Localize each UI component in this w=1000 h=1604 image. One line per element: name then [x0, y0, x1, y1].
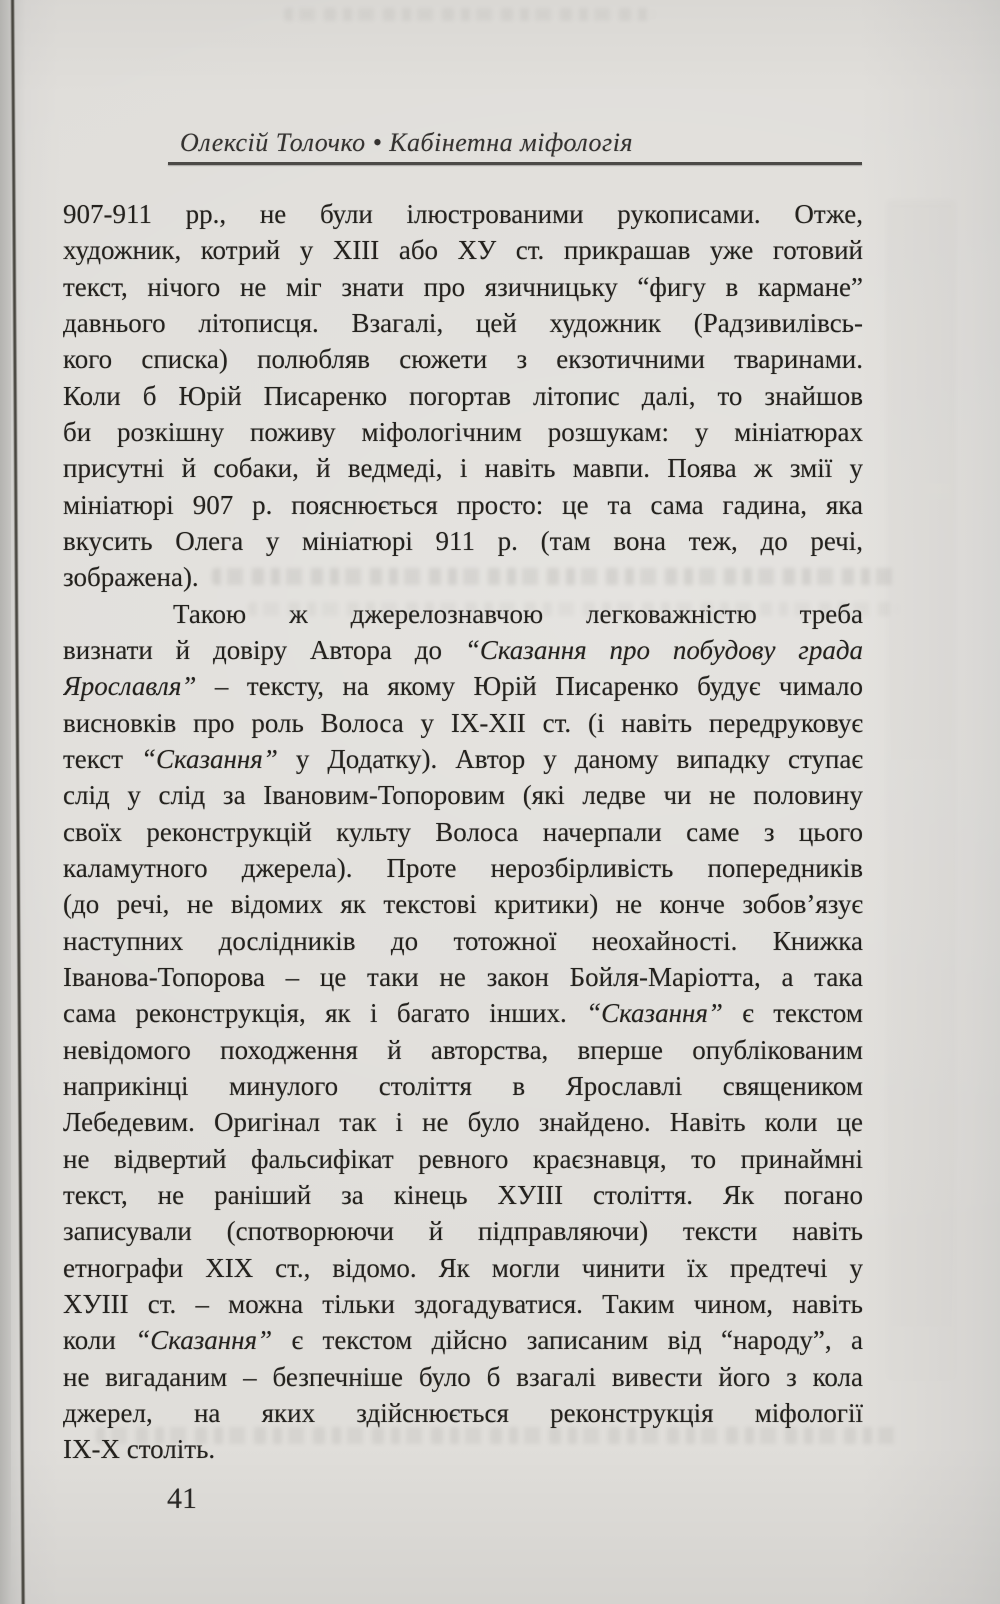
italic-text-segment: “Сказання”: [141, 743, 278, 774]
italic-text-segment: Ярославля”: [63, 671, 197, 702]
text-segment: Такою ж джерелознавчою легковажністю треба: [173, 598, 863, 629]
text-line: [63, 886, 863, 922]
text-segment: текст: [63, 743, 141, 774]
text-segment: визнати й довіру Автора до: [63, 634, 465, 665]
text-segment: у Додатку). Автор у даному випадку ступає: [277, 743, 863, 774]
page-left-edge-shadow: [0, 0, 11, 1604]
text-segment: каламутного джерела). Проте нерозбірливість попередників: [63, 852, 863, 883]
text-segment: є текстом дійсно записаним від “народу”, а: [272, 1325, 863, 1356]
text-line: [63, 668, 863, 704]
text-line: [63, 1395, 863, 1431]
page-number: 41: [167, 1482, 197, 1515]
text-line: [63, 196, 863, 232]
italic-text-segment: “Сказання про побудову града: [464, 634, 863, 665]
text-segment: наступних дослідників до тотожної неохайності. Книжка: [63, 925, 863, 956]
text-segment: є текстом: [722, 998, 863, 1029]
text-line: [63, 378, 863, 414]
text-line: [63, 995, 863, 1031]
text-segment: коли: [63, 1325, 136, 1356]
text-segment: сама реконструкція, як і багато інших.: [63, 998, 587, 1029]
text-segment: не відвертий фальсифікат ревного краєзнавця, то принаймні: [63, 1143, 863, 1174]
text-line: [63, 487, 863, 523]
text-segment: би розкішну поживу міфологічним розшукам: у мініатюрах: [63, 416, 863, 447]
text-segment: Лебедевим. Оригінал так і не було знайдено. Навіть коли це: [63, 1107, 863, 1138]
bleed-through-artifact: [284, 8, 654, 21]
text-segment: невідомого походження й авторства, вперше опублікованим: [63, 1034, 863, 1065]
text-line: [63, 559, 863, 595]
text-segment: висновків про роль Волоса у IX-XII ст. (і навіть передруковує: [63, 707, 863, 738]
running-header: [168, 128, 862, 165]
text-line: [63, 850, 863, 886]
text-line: [63, 1359, 863, 1395]
text-segment: мініатюрі 907 р. пояснюється просто: це та сама гадина, яка: [63, 489, 863, 520]
text-line: [63, 959, 863, 995]
text-line: [63, 523, 863, 559]
text-line: [63, 1104, 863, 1140]
italic-text-segment: “Сказання”: [135, 1325, 273, 1356]
text-segment: джерел, на яких здійснюється реконструкція міфології: [63, 1397, 863, 1428]
text-segment: вкусить Олега у мініатюрі 911 р. (там вона теж, до речі,: [63, 525, 863, 556]
text-line: [63, 1177, 863, 1213]
text-line: [63, 1286, 863, 1322]
text-segment: наприкінці минулого століття в Ярославлі священиком: [63, 1070, 863, 1101]
text-line: [63, 341, 863, 377]
text-segment: присутні й собаки, й ведмеді, і навіть мавпи. Поява ж змії у: [63, 453, 863, 484]
text-line: [63, 1141, 863, 1177]
text-segment: Іванова-Топорова – це таки не закон Бойля-Маріотта, а така: [63, 961, 863, 992]
text-segment: (до речі, не відомих як текстові критики) не конче зобов’язує: [63, 889, 863, 920]
text-line: [63, 814, 863, 850]
header-rule: [168, 162, 862, 165]
text-line: [63, 305, 863, 341]
text-line: [63, 1250, 863, 1286]
text-line: [63, 741, 863, 777]
text-segment: зображена).: [63, 562, 199, 593]
text-block: [63, 196, 863, 1467]
text-segment: – тексту, на якому Юрій Писаренко будує чимало: [196, 671, 863, 702]
text-line: [63, 777, 863, 813]
text-line: [63, 632, 863, 668]
text-line: [63, 414, 863, 450]
text-segment: ІХ-Х століть.: [63, 1434, 216, 1465]
text-segment: текст, не раніший за кінець ХУІІІ століття. Як погано: [63, 1179, 863, 1210]
bleed-through-artifact: [886, 200, 956, 1380]
text-line: [63, 1213, 863, 1249]
text-line: [63, 596, 863, 632]
text-segment: Коли б Юрій Писаренко погортав літопис далі, то знайшов: [63, 380, 863, 411]
text-segment: 907-911 рр., не були ілюстрованими рукописами. Отже,: [63, 199, 863, 229]
text-line: [63, 705, 863, 741]
text-line: [63, 232, 863, 268]
text-line: [63, 1068, 863, 1104]
text-segment: ХУІІІ ст. – можна тільки здогадуватися. Таким чином, навіть: [63, 1288, 863, 1319]
text-line: [63, 450, 863, 486]
italic-text-segment: “Сказання”: [586, 998, 723, 1029]
text-segment: давнього літописця. Взагалі, цей художник (Радзивилівсь-: [63, 307, 863, 338]
text-line: [63, 1322, 863, 1358]
text-line: [63, 923, 863, 959]
text-segment: кого списка) полюбляв сюжети з екзотичними тваринами.: [63, 344, 863, 375]
text-segment: записували (спотворюючи й підправляючи) тексти навіть: [63, 1216, 863, 1247]
text-segment: слід у слід за Івановим-Топоровим (які ледве чи не половину: [63, 780, 863, 811]
text-line: [63, 269, 863, 305]
text-line: [63, 1431, 863, 1467]
text-segment: етнографи XIX ст., відомо. Як могли чинити їх предтечі у: [63, 1252, 863, 1283]
text-segment: своїх реконструкцій культу Волоса начерпали саме з цього: [63, 816, 863, 847]
text-segment: не вигаданим – безпечніше було б взагалі вивести його з кола: [63, 1361, 863, 1392]
text-segment: художник, котрий у XIII або ХУ ст. прикрашав уже готовий: [63, 235, 863, 266]
text-line: [63, 1032, 863, 1068]
running-header-title: Олексій Толочко • Кабінетна міфологія: [180, 128, 633, 157]
page-edge-line: [11, 0, 24, 1604]
text-segment: текст, нічого не міг знати про язичницьку “фигу в кармане”: [63, 271, 863, 302]
